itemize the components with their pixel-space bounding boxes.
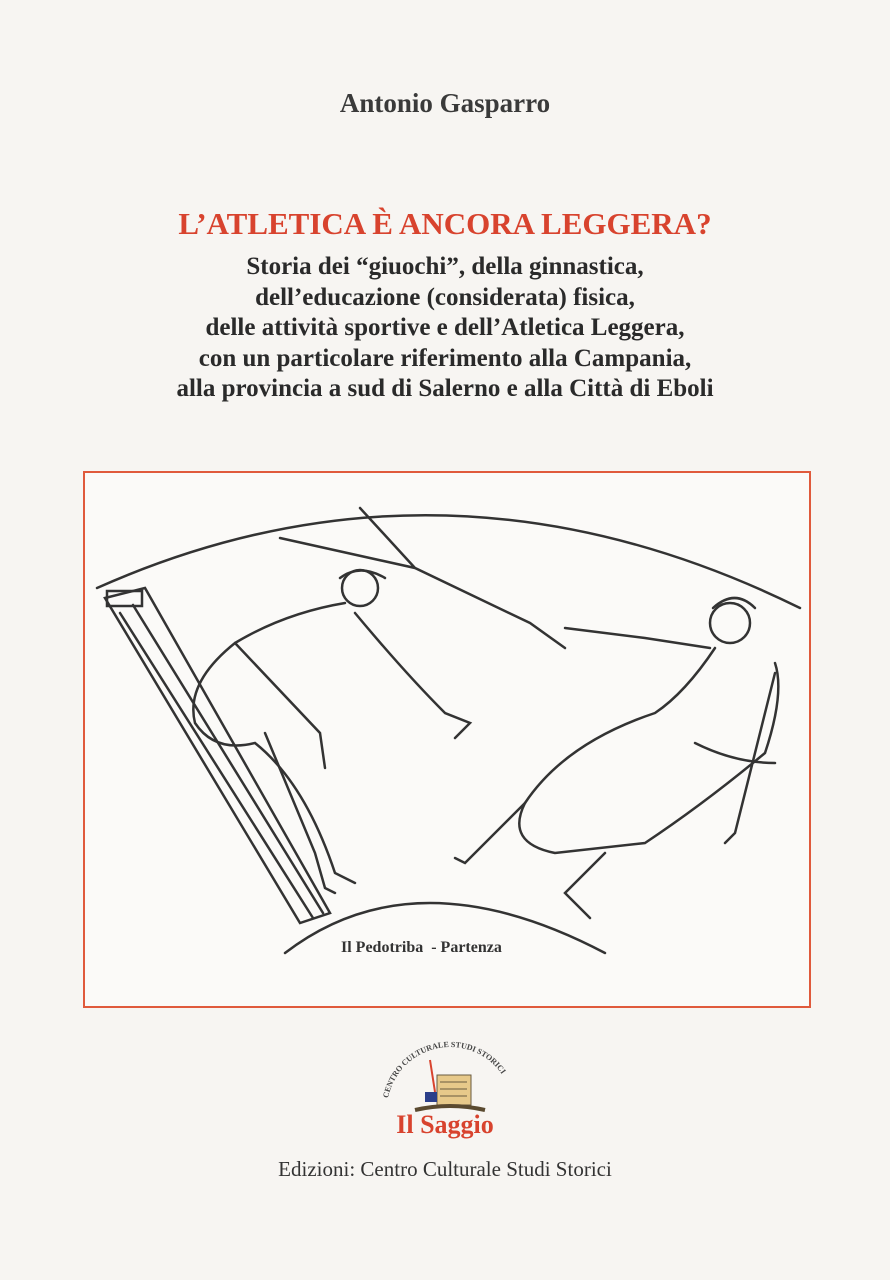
subtitle-line: delle attività sportive e dell’Atletica Leggera, <box>205 314 685 341</box>
vase-drawing <box>85 473 809 1006</box>
cover-illustration <box>83 471 811 1008</box>
subtitle-line: dell’educazione (considerata) fisica, <box>255 283 635 311</box>
author-name: Antonio Gasparro <box>339 88 551 118</box>
subtitle <box>0 252 890 405</box>
book-title: L’ATLETICA È ANCORA LEGGERA? <box>178 206 712 241</box>
logo-ring-text: CENTRO CULTURALE STUDI STORICI <box>381 1039 508 1099</box>
subtitle-line: Storia dei “giuochi”, della ginnastica, <box>246 253 644 280</box>
logo-name: Il Saggio <box>396 1110 494 1139</box>
publisher: Edizioni: Centro Culturale Studi Storici <box>278 1157 612 1181</box>
illustration-caption: Il Pedotriba - Partenza <box>341 939 502 956</box>
subtitle-line: con un particolare riferimento alla Campania, <box>198 344 692 372</box>
subtitle-line: alla provincia a sud di Salerno e alla Città di Eboli <box>176 375 714 402</box>
